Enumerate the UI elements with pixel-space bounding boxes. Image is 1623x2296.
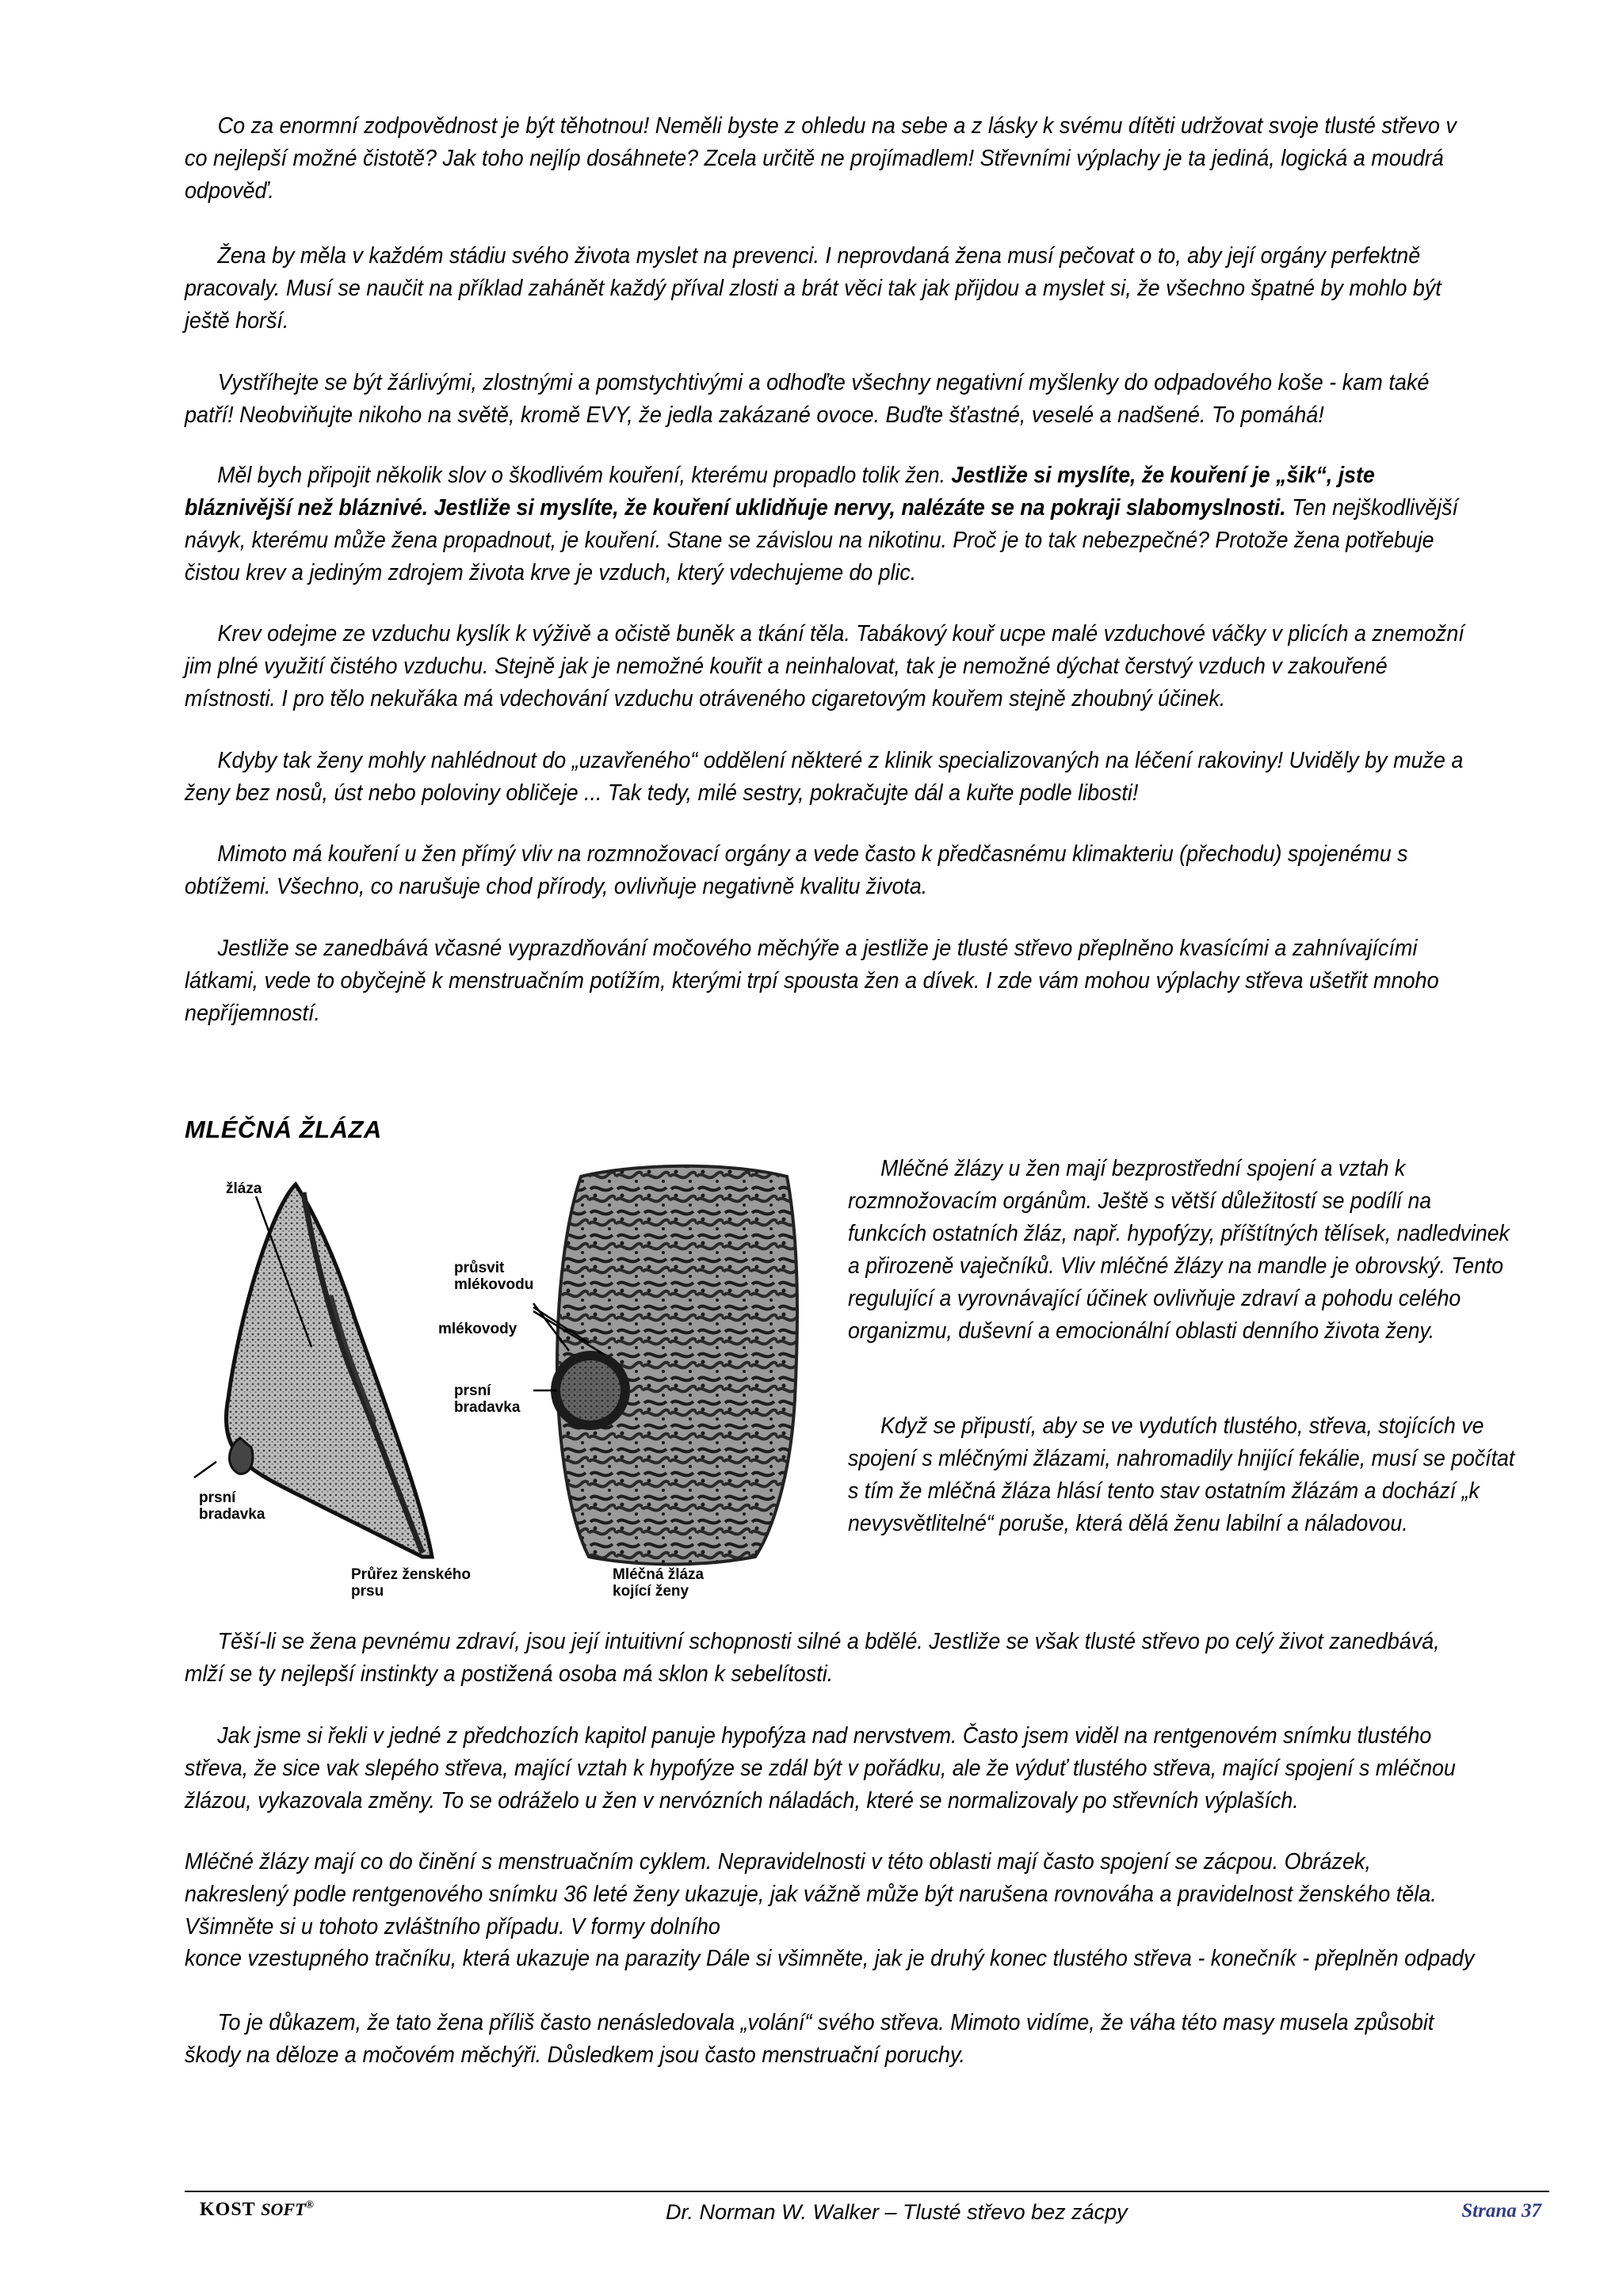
- paragraph: Žena by měla v každém stádiu svého života myslet na prevenci. I neprovdaná žena musí pečovat o to, aby její orgány perfektně pracovaly. Musí se naučit na příklad zahánět každý příval zlosti a brát věci tak jak přijdou a myslet si, že všechno špatné by mohlo být ještě horší.: [185, 243, 1442, 334]
- paragraph: Co za enormní zodpovědnost je být těhotnou! Neměli byste z ohledu na sebe a z lásky k svému dítěti udržovat svoje tlusté střevo v co nejlepší možné čistotě? Jak toho nejlíp dosáhnete? Zcela určitě ne projímadlem! Střevními výplachy je ta jediná, logická a moudrá odpověď.: [185, 113, 1457, 204]
- logo-registered-mark: ®: [305, 2199, 315, 2211]
- paragraph: Mléčné žlázy u žen mají bezprostřední spojení a vztah k rozmnožovacím orgánům. Ještě s větší důležitostí se podílí na funkcích ostatních žláz, např. hypofýzy, příštítných tělísek, nadledvinek a přirozeně vaječníků. Vliv mléčné žlázy na mandle je obrovský. Tento regulující a vyrovnávající účinek ovlivňuje zdraví a pohodu celého organizmu, duševní a emocionální oblasti denního života ženy.: [848, 1156, 1510, 1344]
- section-title: MLÉČNÁ ŽLÁZA: [185, 1116, 382, 1143]
- breast-anatomy-figure: [185, 1161, 803, 1600]
- paragraph-smoking: [185, 460, 1464, 589]
- paragraph: Jestliže se zanedbává včasné vyprazdňování močového měchýře a jestliže je tlusté střevo přeplněno kvasícími a zahnívajícími látkami, vede to obyčejně k menstruačním potížím, kterými trpí spousta žen a dívek. I zde vám mohou výplachy střeva ušetřit mnoho nepříjemností.: [185, 936, 1439, 1026]
- paragraph: To je důkazem, že tato žena příliš často nenásledovala „volání“ svého střeva. Mimoto vidíme, že váha této masy musela způsobit škody na děloze a močovém měchýři. Důsledkem jsou často menstruační poruchy.: [185, 2010, 1434, 2068]
- paragraph: Když se připustí, aby se ve vydutích tlustého, střeva, stojících ve spojení s mléčnými žlázami, nahromadily hnijící fekálie, musí se počítat s tím že mléčná žláza hlásí tento stav ostatním žlázám a dochází „k nevysvětlitelné“ poruše, která dělá ženu labilní a náladovou.: [848, 1413, 1515, 1536]
- paragraph: Jak jsme si řekli v jedné z předchozích kapitol panuje hypofýza nad nervstvem. Často jsem viděl na rentgenovém snímku tlustého střeva, že sice vak slepého střeva, mající vztah k hypofýze se zdál být v pořádku, ale že výduť tlustého střeva, mající spojení s mléčnou žlázou, vykazovala změny. To se odráželo u žen v nervózních náladách, které se normalizovaly po střevních výplaších.: [185, 1723, 1456, 1814]
- figure-caption-lactating-gland: Mléčná žláza kojící ženy: [613, 1566, 705, 1600]
- paragraph: Mimoto má kouření u žen přímý vliv na rozmnožovací orgány a vede často k předčasnému klimakteriu (přechodu) spojenému s obtížemi. Všechno, co narušuje chod přírody, ovlivňuje negativně kvalitu života.: [185, 841, 1408, 899]
- paragraph-text: Měl bych připojit několik slov o škodlivém kouření, kterému propadlo tolik žen.: [217, 463, 952, 488]
- figure-caption-cross-section: Průřez ženského prsu: [351, 1566, 471, 1600]
- paragraph: Těší-li se žena pevnému zdraví, jsou její intuitivní schopnosti silné a bdělé. Jestliže se však tlusté střevo po celý život zanedbává, mlží se ty nejlepší instinkty a postižená osoba má sklon k sebelítosti.: [185, 1629, 1440, 1687]
- paragraph: Krev odejme ze vzduchu kyslík k výživě a očistě buněk a tkání těla. Tabákový kouř ucpe malé vzduchové váčky v plicích a znemožní jim plné využití čistého vzduchu. Stejně jak je nemožné kouřit a neinhalovat, tak je nemožné dýchat čerstvý vzduch v zakouřené místnosti. I pro tělo nekuřáka má vdechování vzduchu otráveného cigaretovým kouřem stejně zhoubný účinek.: [185, 621, 1465, 711]
- footer-divider: [185, 2191, 1549, 2192]
- page-number: Strana 37: [1461, 2200, 1541, 2222]
- figure-label-gland: žláza: [226, 1180, 262, 1197]
- figure-label-nipple-right: prsní bradavka: [454, 1383, 521, 1416]
- figure-label-nipple-left: prsní bradavka: [199, 1489, 265, 1523]
- paragraph-bold-text: Jestliže si myslíte, že kouření je „šik“, jste bláznivější než bláznivé. Jestliže si myslíte, že kouření uklidňuje nervy, nalézáte se na pokraji slabomyslnosti.: [185, 463, 1375, 521]
- paragraph: Vystříhejte se být žárlivými, zlostnými a pomstychtivými a odhoďte všechny negativní myšlenky do odpadového koše - kam také patří! Neobviňujte nikoho na světě, kromě EVY, že jedla zakázané ovoce. Buďte šťastné, veselé a nadšené. To pomáhá!: [185, 370, 1430, 428]
- paragraph: Mléčné žlázy mají co do činění s menstruačním cyklem. Nepravidelnosti v této oblasti mají často spojení se zácpou. Obrázek, nakreslený podle rentgenového snímku 36 leté ženy ukazuje, jak vážně může být narušena rovnováha a pravidelnost ženského těla. Všimněte si u tohoto zvláštního případu. V formy dolního: [185, 1849, 1437, 1939]
- logo-soft-text: SOFT: [261, 2199, 306, 2219]
- paragraph-text: Ten nejškodlivější návyk, kterému může žena propadnout, je kouření. Stane se závislou na nikotinu. Proč je to tak nebezpečné? Protože žena potřebuje čistou krev a jediným zdrojem života krve je vzduch, který vdechujeme do plic.: [185, 495, 1458, 585]
- figure-label-milk-ducts: mlékovody: [438, 1321, 517, 1337]
- figure-label-duct-lumen: průsvit mlékovodu: [454, 1260, 534, 1293]
- paragraph: konce vzestupného tračníku, která ukazuje na parazity Dále si všimněte, jak je druhý konec tlustého střeva - konečník - přeplněn odpady: [185, 1946, 1475, 1971]
- logo-text: KOST: [200, 2199, 256, 2220]
- paragraph: Kdyby tak ženy mohly nahlédnout do „uzavřeného“ oddělení některé z klinik specializovaných na léčení rakoviny! Uviděly by muže a ženy bez nosů, úst nebo poloviny obličeje ... Tak tedy, milé sestry, pokračujte dál a kuřte podle libosti!: [185, 748, 1464, 806]
- publisher-logo: [200, 2199, 315, 2221]
- footer-book-title: Dr. Norman W. Walker – Tlusté střevo bez zácpy: [666, 2200, 1128, 2224]
- breast-anatomy-illustration: [185, 1161, 803, 1600]
